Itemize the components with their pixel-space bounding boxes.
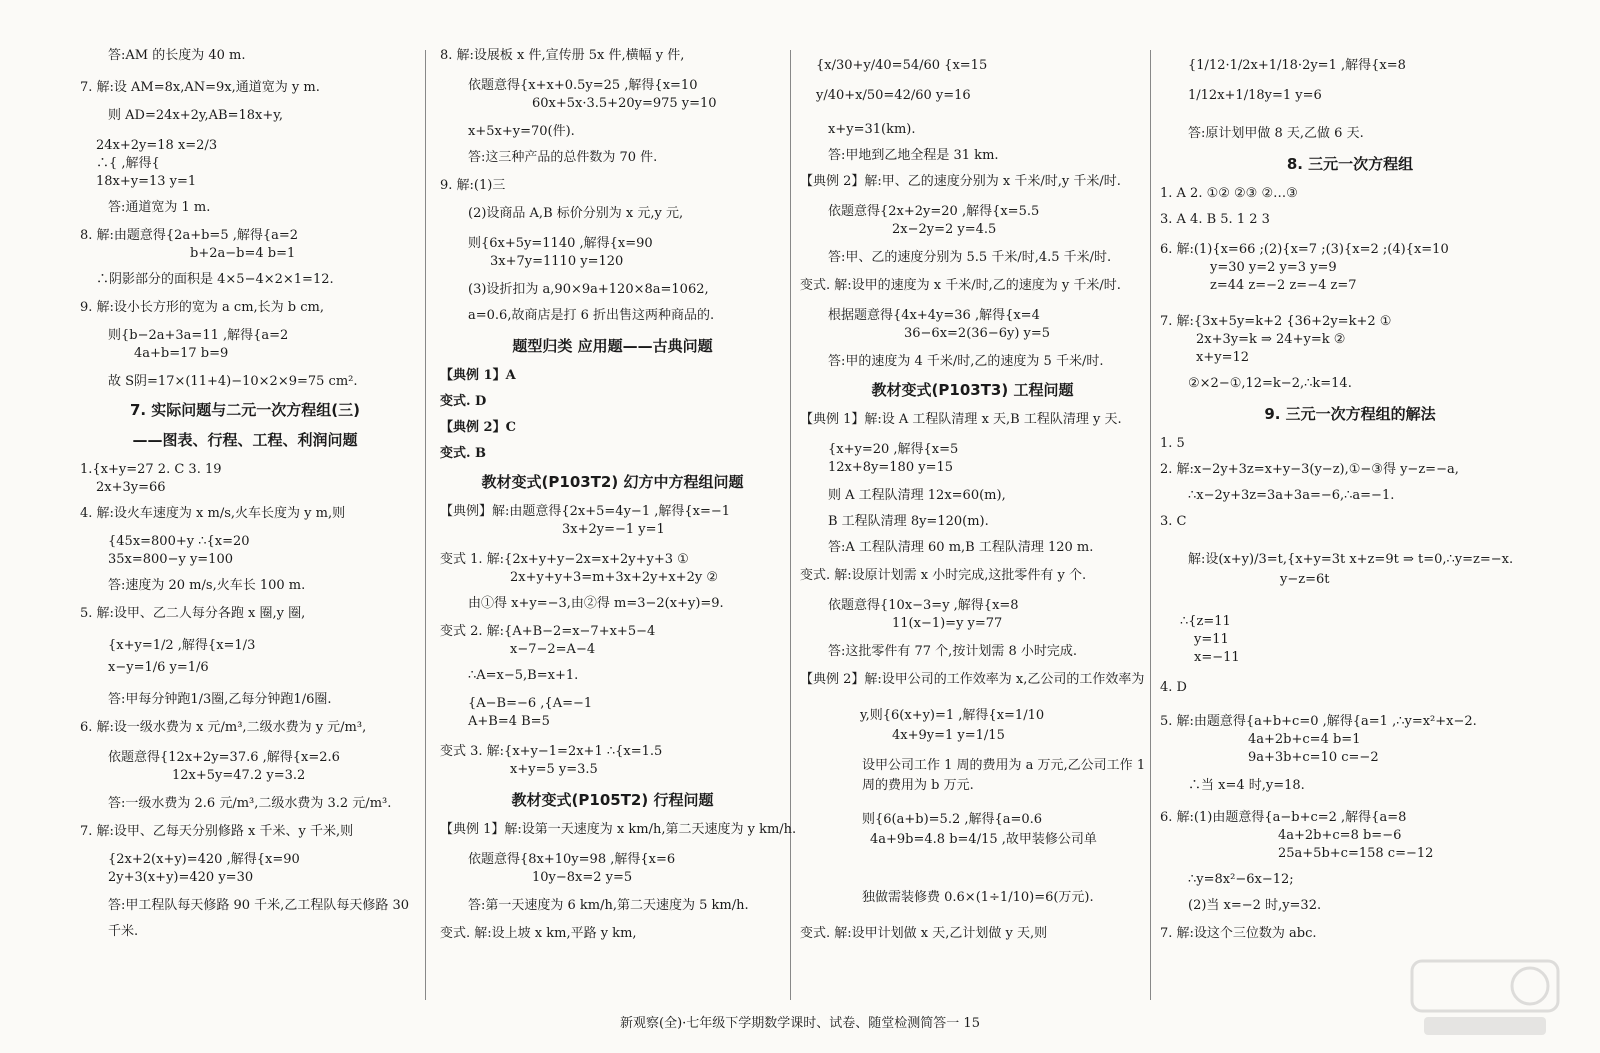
text-line: 5. 解:由题意得{a+b+c=0 ,解得{a=1 ,∴y=x²+x−2. — [1160, 714, 1477, 729]
text-line: 变式 1. 解:{2x+y+y−2x=x+2y+y+3 ① — [440, 552, 689, 567]
text-line: 25a+5b+c=158 c=−12 — [1278, 846, 1434, 861]
text-line: x+5x+y=70(件). — [468, 124, 575, 139]
text-line: 变式. D — [440, 394, 487, 409]
text-line: y/40+x/50=42/60 y=16 — [816, 88, 971, 103]
text-line: ②×2−①,12=k−2,∴k=14. — [1188, 376, 1352, 391]
text-line: 变式. 解:设甲的速度为 x 千米/时,乙的速度为 y 千米/时. — [800, 278, 1121, 293]
text-line: 7. 解:设 AM=8x,AN=9x,通道宽为 y m. — [80, 80, 320, 95]
column-4 — [1160, 48, 1540, 1003]
text-line: 变式. B — [440, 446, 487, 461]
text-line: 4a+2b+c=4 b=1 — [1248, 732, 1361, 747]
text-line: 答:这三种产品的总件数为 70 件. — [468, 150, 658, 165]
text-line: 24x+2y=18 x=2/3 — [96, 138, 218, 153]
text-line: 18x+y=13 y=1 — [96, 174, 197, 189]
text-line: A+B=4 B=5 — [468, 714, 550, 729]
column-divider — [1150, 50, 1151, 1000]
text-line: x+y=31(km). — [828, 122, 916, 137]
text-line: 9. 解:设小长方形的宽为 a cm,长为 b cm, — [80, 300, 324, 315]
text-line: 依题意得{2x+2y=20 ,解得{x=5.5 — [828, 204, 1040, 219]
text-line: 8. 解:由题意得{2a+b=5 ,解得{a=2 — [80, 228, 299, 243]
page-footer: 新观察(全)·七年级下学期数学课时、试卷、随堂检测简答一 15 — [620, 1016, 980, 1031]
text-line: 由①得 x+y=−3,由②得 m=3−2(x+y)=9. — [468, 596, 724, 611]
text-line: 60x+5x·3.5+20y=975 y=10 — [532, 96, 717, 111]
text-line: 12x+8y=180 y=15 — [828, 460, 953, 475]
text-line: {A−B=−6 ,{A=−1 — [468, 696, 593, 711]
text-line: 4x+9y=1 y=1/15 — [892, 728, 1005, 743]
text-line: 设甲公司工作 1 周的费用为 a 万元,乙公司工作 1 — [862, 758, 1146, 773]
text-line: 依题意得{x+x+0.5y=25 ,解得{x=10 — [468, 78, 698, 93]
text-line: 1/12x+1/18y=1 y=6 — [1188, 88, 1322, 103]
text-line: 10y−8x=2 y=5 — [532, 870, 633, 885]
text-line: 独做需装修费 0.6×(1÷1/10)=6(万元). — [862, 890, 1094, 905]
text-line: 2x+y+y+3=m+3x+2y+x+2y ② — [510, 570, 718, 585]
text-line: y−z=6t — [1280, 572, 1330, 587]
column-3 — [800, 48, 1145, 1003]
text-line: y,则{6(x+y)=1 ,解得{x=1/10 — [860, 708, 1045, 723]
text-line: 35x=800−y y=100 — [108, 552, 233, 567]
text-line: 答:AM 的长度为 40 m. — [108, 48, 246, 63]
text-line: 6. 解:(1)由题意得{a−b+c=2 ,解得{a=8 — [1160, 810, 1407, 825]
text-line: 答:甲、乙的速度分别为 5.5 千米/时,4.5 千米/时. — [828, 250, 1112, 265]
text-line: 答:第一天速度为 6 km/h,第二天速度为 5 km/h. — [468, 898, 749, 913]
section-heading: 题型归类 应用题——古典问题 — [512, 337, 713, 355]
section-heading: 教材变式(P103T3) 工程问题 — [871, 381, 1074, 399]
text-line: 则{b−2a+3a=11 ,解得{a=2 — [108, 328, 289, 343]
text-line: 答:通道宽为 1 m. — [108, 200, 211, 215]
text-line: 变式. 解:设甲计划做 x 天,乙计划做 y 天,则 — [800, 926, 1048, 941]
text-line: 5. 解:设甲、乙二人每分各跑 x 圈,y 圈, — [80, 606, 306, 621]
text-line: {x+y=1/2 ,解得{x=1/3 — [108, 638, 256, 653]
text-line: {1/12·1/2x+1/18·2y=1 ,解得{x=8 — [1188, 58, 1406, 73]
text-line: 周的费用为 b 万元. — [862, 778, 974, 793]
text-line: 【典例 1】解:设第一天速度为 x km/h,第二天速度为 y km/h. — [440, 822, 797, 837]
text-line: ∴{z=11 — [1180, 614, 1231, 629]
text-line: 【典例 1】A — [440, 368, 516, 383]
text-line: 1.{x+y=27 2. C 3. 19 — [80, 462, 222, 477]
text-line: 4a+2b+c=8 b=−6 — [1278, 828, 1402, 843]
text-line: x+y=12 — [1196, 350, 1250, 365]
text-line: {x/30+y/40=54/60 {x=15 — [816, 58, 988, 73]
text-line: 变式 2. 解:{A+B−2=x−7+x+5−4 — [440, 624, 656, 639]
text-line: 则{6x+5y=1140 ,解得{x=90 — [468, 236, 653, 251]
text-line: 1. 5 — [1160, 436, 1185, 451]
text-line: 9a+3b+c=10 c=−2 — [1248, 750, 1379, 765]
text-line: y=30 y=2 y=3 y=9 — [1210, 260, 1337, 275]
text-line: z=44 z=−2 z=−4 z=7 — [1210, 278, 1357, 293]
text-line: 千米. — [108, 924, 139, 939]
text-line: 依题意得{8x+10y=98 ,解得{x=6 — [468, 852, 676, 867]
text-line: x+y=5 y=3.5 — [510, 762, 598, 777]
text-line: 故 S阴=17×(11+4)−10×2×9=75 cm². — [108, 374, 358, 389]
text-line: 答:原计划甲做 8 天,乙做 6 天. — [1188, 126, 1364, 141]
column-1 — [80, 48, 410, 1003]
text-line: 8. 解:设展板 x 件,宣传册 5x 件,横幅 y 件, — [440, 48, 685, 63]
text-line: 36−6x=2(36−6y) y=5 — [904, 326, 1051, 341]
text-line: 依题意得{10x−3=y ,解得{x=8 — [828, 598, 1019, 613]
text-line: (2)设商品 A,B 标价分别为 x 元,y 元, — [468, 206, 684, 221]
text-line: 2y+3(x+y)=420 y=30 — [108, 870, 254, 885]
text-line: 则 AD=24x+2y,AB=18x+y, — [108, 108, 283, 123]
text-line: 4a+b=17 b=9 — [134, 346, 229, 361]
text-line: 变式. 解:设上坡 x km,平路 y km, — [440, 926, 637, 941]
text-line: 【典例 2】C — [440, 420, 516, 435]
section-heading: 8. 三元一次方程组 — [1286, 155, 1414, 173]
text-line: 2x−2y=2 y=4.5 — [892, 222, 997, 237]
text-line: 依题意得{12x+2y=37.6 ,解得{x=2.6 — [108, 750, 340, 765]
text-line: 答:这批零件有 77 个,按计划需 8 小时完成. — [828, 644, 1077, 659]
text-line: 7. 解:{3x+5y=k+2 {36+2y=k+2 ① — [1160, 314, 1392, 329]
section-subheading: ——图表、行程、工程、利润问题 — [132, 431, 358, 449]
text-line: 【典例 1】解:设 A 工程队清理 x 天,B 工程队清理 y 天. — [800, 412, 1122, 427]
text-line: 3x+2y=−1 y=1 — [562, 522, 665, 537]
watermark-logo — [1410, 959, 1560, 1039]
column-divider — [790, 50, 791, 1000]
text-line: {45x=800+y ∴{x=20 — [108, 534, 250, 549]
text-line: 2x+3y=k ⇒ 24+y=k ② — [1196, 332, 1346, 347]
text-line: ∴A=x−5,B=x+1. — [468, 668, 579, 683]
text-line: 解:设(x+y)/3=t,{x+y=3t x+z=9t ⇒ t=0,∴y=z=−x. — [1188, 552, 1514, 567]
text-line: 答:A 工程队清理 60 m,B 工程队清理 120 m. — [828, 540, 1094, 555]
text-line: {2x+2(x+y)=420 ,解得{x=90 — [108, 852, 300, 867]
text-line: 根据题意得{4x+4y=36 ,解得{x=4 — [828, 308, 1040, 323]
text-line: 6. 解:设一级水费为 x 元/m³,二级水费为 y 元/m³, — [80, 720, 367, 735]
text-line: ∴当 x=4 时,y=18. — [1188, 778, 1305, 793]
text-line: ∴{ ,解得{ — [96, 156, 160, 171]
text-line: (3)设折扣为 a,90×9a+120×8a=1062, — [468, 282, 709, 297]
text-line: 9. 解:(1)三 — [440, 178, 506, 193]
text-line: ∴x−2y+3z=3a+3a=−6,∴a=−1. — [1188, 488, 1395, 503]
text-line: 2. 解:x−2y+3z=x+y−3(y−z),①−③得 y−z=−a, — [1160, 462, 1459, 477]
text-line: 则{6(a+b)=5.2 ,解得{a=0.6 — [862, 812, 1043, 827]
text-line: 4a+9b=4.8 b=4/15 ,故甲装修公司单 — [870, 832, 1097, 847]
text-line: ∴阴影部分的面积是 4×5−4×2×1=12. — [96, 272, 334, 287]
text-line: 4. 解:设火车速度为 x m/s,火车长度为 y m,则 — [80, 506, 346, 521]
text-line: 3. C — [1160, 514, 1187, 529]
text-line: 3. A 4. B 5. 1 2 3 — [1160, 212, 1270, 227]
text-line: 【典例 2】解:设甲公司的工作效率为 x,乙公司的工作效率为 — [800, 672, 1145, 687]
text-line: {x+y=20 ,解得{x=5 — [828, 442, 959, 457]
text-line: 【典例 2】解:甲、乙的速度分别为 x 千米/时,y 千米/时. — [800, 174, 1121, 189]
text-line: 则 A 工程队清理 12x=60(m), — [828, 488, 1006, 503]
text-line: 变式 3. 解:{x+y−1=2x+1 ∴{x=1.5 — [440, 744, 663, 759]
text-line: 11(x−1)=y y=77 — [892, 616, 1003, 631]
text-line: x−7−2=A−4 — [510, 642, 596, 657]
text-line: 2x+3y=66 — [96, 480, 166, 495]
section-heading: 9. 三元一次方程组的解法 — [1264, 405, 1436, 423]
column-divider — [425, 50, 426, 1000]
text-line: 【典例】解:由题意得{2x+5=4y−1 ,解得{x=−1 — [440, 504, 731, 519]
text-line: x−y=1/6 y=1/6 — [108, 660, 209, 675]
text-line: 答:一级水费为 2.6 元/m³,二级水费为 3.2 元/m³. — [108, 796, 392, 811]
text-line: 7. 解:设这个三位数为 abc. — [1160, 926, 1317, 941]
text-line: B 工程队清理 8y=120(m). — [828, 514, 989, 529]
text-line: b+2a−b=4 b=1 — [190, 246, 296, 261]
column-2 — [440, 48, 797, 1003]
text-line: y=11 — [1194, 632, 1229, 647]
text-line: ∴y=8x²−6x−12; — [1188, 872, 1294, 887]
section-heading: 教材变式(P105T2) 行程问题 — [511, 791, 714, 809]
text-line: a=0.6,故商店是打 6 折出售这两种商品的. — [468, 308, 715, 323]
text-line: 7. 解:设甲、乙每天分别修路 x 千米、y 千米,则 — [80, 824, 354, 839]
text-line: 答:甲每分钟跑1/3圈,乙每分钟跑1/6圈. — [108, 692, 332, 707]
text-line: 答:甲地到乙地全程是 31 km. — [828, 148, 999, 163]
section-heading: 教材变式(P103T2) 幻方中方程组问题 — [481, 473, 744, 491]
text-line: 4. D — [1160, 680, 1187, 695]
text-line: 变式. 解:设原计划需 x 小时完成,这批零件有 y 个. — [800, 568, 1087, 583]
text-line: 答:速度为 20 m/s,火车长 100 m. — [108, 578, 306, 593]
text-line: (2)当 x=−2 时,y=32. — [1188, 898, 1322, 913]
text-line: 答:甲的速度为 4 千米/时,乙的速度为 5 千米/时. — [828, 354, 1104, 369]
text-line: 答:甲工程队每天修路 90 千米,乙工程队每天修路 30 — [108, 898, 409, 913]
text-line: 6. 解:(1){x=66 ;(2){x=7 ;(3){x=2 ;(4){x=10 — [1160, 242, 1449, 257]
section-heading: 7. 实际问题与二元一次方程组(三) — [129, 401, 361, 419]
text-line: 1. A 2. ①② ②③ ②…③ — [1160, 186, 1298, 201]
text-line: 12x+5y=47.2 y=3.2 — [172, 768, 306, 783]
text-line: 3x+7y=1110 y=120 — [490, 254, 624, 269]
text-line: x=−11 — [1194, 650, 1240, 665]
